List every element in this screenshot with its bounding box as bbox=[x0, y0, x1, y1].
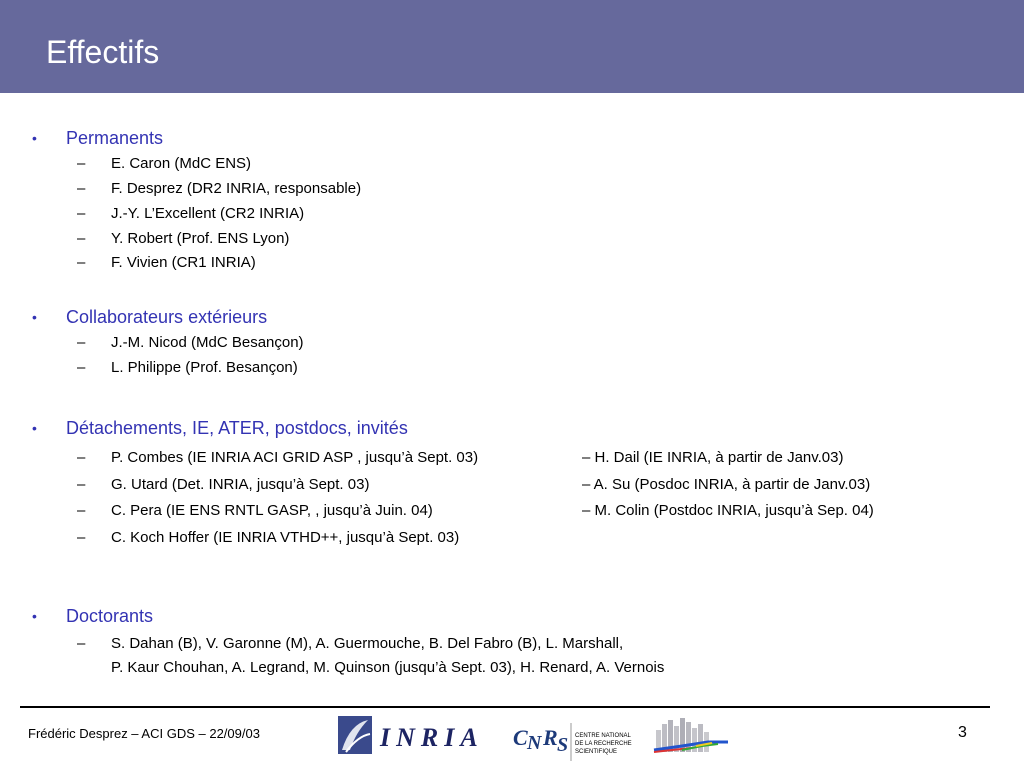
dash-icon: – bbox=[77, 180, 86, 197]
dash-icon: – bbox=[77, 502, 86, 519]
list-item bbox=[77, 253, 256, 272]
dash-icon: – bbox=[77, 155, 86, 172]
list-item bbox=[77, 358, 298, 377]
footer-text: Frédéric Desprez – ACI GDS – 22/09/03 bbox=[28, 726, 260, 741]
list-item bbox=[77, 448, 479, 467]
list-item-text: P. Combes (IE INRIA ACI GRID ASP , jusqu’à Sept. 03) bbox=[111, 449, 479, 466]
section-heading-permanents bbox=[32, 127, 164, 149]
bullet-icon: • bbox=[32, 309, 37, 325]
list-item-text: L. Philippe (Prof. Besançon) bbox=[111, 359, 298, 376]
dash-icon: – bbox=[77, 205, 86, 222]
section-heading-collaborateurs bbox=[32, 306, 268, 328]
section-heading-text: Détachements, IE, ATER, postdocs, invités bbox=[66, 418, 408, 438]
right-list-item: – A. Su (Posdoc INRIA, à partir de Janv.03) bbox=[582, 476, 871, 493]
list-item bbox=[77, 475, 370, 494]
dash-icon: – bbox=[77, 476, 86, 493]
list-item-text: F. Desprez (DR2 INRIA, responsable) bbox=[111, 180, 362, 197]
list-item bbox=[77, 179, 362, 198]
dash-icon: – bbox=[77, 359, 86, 376]
list-item-text: Y. Robert (Prof. ENS Lyon) bbox=[111, 230, 290, 247]
dash-icon: – bbox=[77, 449, 86, 466]
list-item-text: G. Utard (Det. INRIA, jusqu’à Sept. 03) bbox=[111, 476, 370, 493]
list-item bbox=[77, 154, 252, 173]
title-bar bbox=[0, 0, 1024, 93]
cnrs-logo bbox=[513, 717, 643, 763]
list-item-continuation: P. Kaur Chouhan, A. Legrand, M. Quinson (jusqu’à Sept. 03), H. Renard, A. Vernois bbox=[111, 659, 665, 676]
cnrs-line: SCIENTIFIQUE bbox=[575, 749, 618, 755]
bullet-icon: • bbox=[32, 420, 37, 436]
list-item-text: C. Koch Hoffer (IE INRIA VTHD++, jusqu’à Sept. 03) bbox=[111, 529, 460, 546]
page-number: 3 bbox=[958, 724, 967, 741]
list-item-text: C. Pera (IE ENS RNTL GASP, , jusqu’à Juin. 04) bbox=[111, 502, 433, 519]
cnrs-line: DE LA RECHERCHE bbox=[575, 741, 632, 747]
footer-divider bbox=[20, 706, 990, 708]
inria-logo bbox=[336, 714, 488, 758]
list-item-text: F. Vivien (CR1 INRIA) bbox=[111, 254, 256, 271]
svg-text:C: C bbox=[513, 725, 528, 750]
section-heading-text: Collaborateurs extérieurs bbox=[66, 307, 268, 327]
bar-graph-logo-icon bbox=[652, 716, 732, 756]
list-item bbox=[77, 501, 433, 520]
bullet-icon: • bbox=[32, 130, 37, 146]
inria-logo-icon bbox=[336, 714, 488, 758]
section-heading-detachements bbox=[32, 417, 408, 439]
list-item bbox=[77, 229, 290, 248]
right-list-item: – H. Dail (IE INRIA, à partir de Janv.03) bbox=[582, 449, 844, 466]
dash-icon: – bbox=[77, 635, 86, 652]
dash-icon: – bbox=[77, 254, 86, 271]
cnrs-logo-icon bbox=[513, 717, 643, 763]
list-item-text: S. Dahan (B), V. Garonne (M), A. Guermouche, B. Del Fabro (B), L. Marshall, bbox=[111, 635, 624, 652]
list-item bbox=[77, 204, 305, 223]
dash-icon: – bbox=[77, 230, 86, 247]
list-item bbox=[77, 333, 304, 352]
dash-icon: – bbox=[77, 334, 86, 351]
bullet-icon: • bbox=[32, 608, 37, 624]
list-item bbox=[77, 528, 460, 547]
list-item-text: J.-M. Nicod (MdC Besançon) bbox=[111, 334, 304, 351]
bar-graph-logo bbox=[652, 716, 732, 756]
slide-title: Effectifs bbox=[46, 34, 160, 70]
svg-text:N: N bbox=[527, 732, 542, 754]
list-item-text: J.-Y. L’Excellent (CR2 INRIA) bbox=[111, 205, 305, 222]
section-heading-text: Permanents bbox=[66, 128, 164, 148]
svg-text:R: R bbox=[543, 725, 558, 750]
right-list-item: – M. Colin (Postdoc INRIA, jusqu’à Sep. 04) bbox=[582, 502, 874, 519]
inria-wordmark: INRIA bbox=[380, 723, 484, 752]
section-heading-text: Doctorants bbox=[66, 606, 154, 626]
list-item bbox=[77, 634, 624, 653]
svg-text:S: S bbox=[557, 734, 569, 756]
list-item-text: E. Caron (MdC ENS) bbox=[111, 155, 252, 172]
section-heading-doctorants bbox=[32, 605, 154, 627]
cnrs-line: CENTRE NATIONAL bbox=[575, 733, 631, 739]
dash-icon: – bbox=[77, 529, 86, 546]
